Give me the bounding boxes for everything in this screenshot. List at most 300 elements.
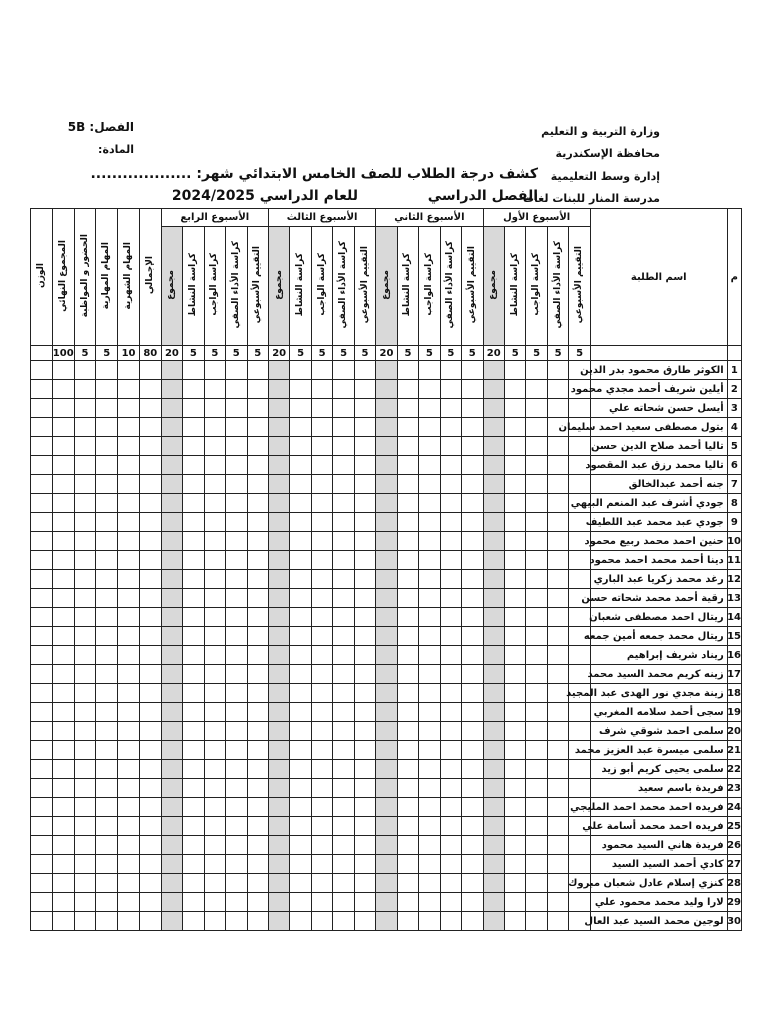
summary-grade-cell[interactable]	[118, 437, 140, 456]
grade-cell[interactable]	[226, 570, 247, 589]
grade-cell[interactable]	[483, 456, 504, 475]
grade-cell[interactable]	[311, 665, 332, 684]
grade-cell[interactable]	[440, 437, 461, 456]
grade-cell[interactable]	[504, 380, 525, 399]
grade-cell[interactable]	[376, 855, 397, 874]
grade-cell[interactable]	[376, 912, 397, 931]
grade-cell[interactable]	[526, 570, 547, 589]
grade-cell[interactable]	[311, 684, 332, 703]
grade-cell[interactable]	[354, 684, 375, 703]
summary-grade-cell[interactable]	[31, 570, 53, 589]
grade-cell[interactable]	[462, 361, 483, 380]
grade-cell[interactable]	[290, 513, 311, 532]
grade-cell[interactable]	[440, 380, 461, 399]
grade-cell[interactable]	[376, 380, 397, 399]
grade-cell[interactable]	[569, 836, 590, 855]
summary-grade-cell[interactable]	[118, 836, 140, 855]
grade-cell[interactable]	[333, 874, 354, 893]
summary-grade-cell[interactable]	[74, 494, 96, 513]
grade-cell[interactable]	[354, 646, 375, 665]
grade-cell[interactable]	[483, 893, 504, 912]
grade-cell[interactable]	[354, 380, 375, 399]
grade-cell[interactable]	[290, 836, 311, 855]
summary-grade-cell[interactable]	[31, 817, 53, 836]
grade-cell[interactable]	[354, 418, 375, 437]
summary-grade-cell[interactable]	[118, 722, 140, 741]
grade-cell[interactable]	[226, 418, 247, 437]
summary-grade-cell[interactable]	[118, 608, 140, 627]
grade-cell[interactable]	[183, 893, 204, 912]
grade-cell[interactable]	[376, 551, 397, 570]
summary-grade-cell[interactable]	[52, 741, 74, 760]
grade-cell[interactable]	[526, 456, 547, 475]
grade-cell[interactable]	[161, 893, 182, 912]
grade-cell[interactable]	[483, 665, 504, 684]
grade-cell[interactable]	[376, 684, 397, 703]
grade-cell[interactable]	[547, 646, 568, 665]
grade-cell[interactable]	[547, 570, 568, 589]
summary-grade-cell[interactable]	[31, 361, 53, 380]
grade-cell[interactable]	[397, 532, 418, 551]
grade-cell[interactable]	[483, 836, 504, 855]
grade-cell[interactable]	[504, 551, 525, 570]
grade-cell[interactable]	[419, 893, 440, 912]
grade-cell[interactable]	[183, 703, 204, 722]
grade-cell[interactable]	[483, 703, 504, 722]
grade-cell[interactable]	[226, 741, 247, 760]
grade-cell[interactable]	[268, 646, 289, 665]
grade-cell[interactable]	[290, 779, 311, 798]
grade-cell[interactable]	[397, 494, 418, 513]
grade-cell[interactable]	[504, 646, 525, 665]
summary-grade-cell[interactable]	[52, 703, 74, 722]
grade-cell[interactable]	[547, 798, 568, 817]
summary-grade-cell[interactable]	[74, 665, 96, 684]
summary-grade-cell[interactable]	[118, 855, 140, 874]
grade-cell[interactable]	[526, 855, 547, 874]
grade-cell[interactable]	[526, 494, 547, 513]
grade-cell[interactable]	[504, 665, 525, 684]
grade-cell[interactable]	[483, 912, 504, 931]
grade-cell[interactable]	[290, 494, 311, 513]
grade-cell[interactable]	[526, 836, 547, 855]
summary-grade-cell[interactable]	[74, 646, 96, 665]
summary-grade-cell[interactable]	[96, 399, 118, 418]
grade-cell[interactable]	[226, 893, 247, 912]
grade-cell[interactable]	[504, 570, 525, 589]
summary-grade-cell[interactable]	[139, 893, 161, 912]
grade-cell[interactable]	[440, 399, 461, 418]
grade-cell[interactable]	[462, 874, 483, 893]
grade-cell[interactable]	[333, 399, 354, 418]
grade-cell[interactable]	[290, 589, 311, 608]
grade-cell[interactable]	[226, 722, 247, 741]
grade-cell[interactable]	[247, 703, 268, 722]
grade-cell[interactable]	[504, 399, 525, 418]
grade-cell[interactable]	[311, 722, 332, 741]
grade-cell[interactable]	[526, 437, 547, 456]
grade-cell[interactable]	[247, 513, 268, 532]
grade-cell[interactable]	[462, 665, 483, 684]
summary-grade-cell[interactable]	[96, 627, 118, 646]
summary-grade-cell[interactable]	[31, 779, 53, 798]
grade-cell[interactable]	[376, 665, 397, 684]
grade-cell[interactable]	[397, 817, 418, 836]
grade-cell[interactable]	[290, 399, 311, 418]
summary-grade-cell[interactable]	[139, 437, 161, 456]
grade-cell[interactable]	[397, 551, 418, 570]
grade-cell[interactable]	[419, 380, 440, 399]
grade-cell[interactable]	[161, 779, 182, 798]
grade-cell[interactable]	[462, 399, 483, 418]
summary-grade-cell[interactable]	[96, 551, 118, 570]
grade-cell[interactable]	[204, 874, 225, 893]
summary-grade-cell[interactable]	[96, 475, 118, 494]
grade-cell[interactable]	[569, 475, 590, 494]
grade-cell[interactable]	[204, 513, 225, 532]
grade-cell[interactable]	[290, 418, 311, 437]
grade-cell[interactable]	[247, 722, 268, 741]
grade-cell[interactable]	[526, 475, 547, 494]
grade-cell[interactable]	[547, 665, 568, 684]
grade-cell[interactable]	[440, 703, 461, 722]
grade-cell[interactable]	[397, 893, 418, 912]
grade-cell[interactable]	[204, 475, 225, 494]
grade-cell[interactable]	[247, 855, 268, 874]
grade-cell[interactable]	[183, 551, 204, 570]
grade-cell[interactable]	[226, 646, 247, 665]
grade-cell[interactable]	[547, 589, 568, 608]
summary-grade-cell[interactable]	[139, 779, 161, 798]
grade-cell[interactable]	[204, 551, 225, 570]
grade-cell[interactable]	[268, 912, 289, 931]
grade-cell[interactable]	[161, 855, 182, 874]
grade-cell[interactable]	[526, 798, 547, 817]
grade-cell[interactable]	[204, 893, 225, 912]
grade-cell[interactable]	[161, 513, 182, 532]
grade-cell[interactable]	[376, 513, 397, 532]
grade-cell[interactable]	[440, 418, 461, 437]
summary-grade-cell[interactable]	[96, 456, 118, 475]
grade-cell[interactable]	[504, 798, 525, 817]
grade-cell[interactable]	[204, 380, 225, 399]
grade-cell[interactable]	[161, 608, 182, 627]
grade-cell[interactable]	[161, 532, 182, 551]
summary-grade-cell[interactable]	[118, 665, 140, 684]
grade-cell[interactable]	[290, 437, 311, 456]
grade-cell[interactable]	[440, 874, 461, 893]
summary-grade-cell[interactable]	[96, 608, 118, 627]
grade-cell[interactable]	[183, 456, 204, 475]
grade-cell[interactable]	[547, 494, 568, 513]
summary-grade-cell[interactable]	[52, 722, 74, 741]
grade-cell[interactable]	[247, 665, 268, 684]
grade-cell[interactable]	[376, 589, 397, 608]
summary-grade-cell[interactable]	[52, 684, 74, 703]
grade-cell[interactable]	[311, 646, 332, 665]
grade-cell[interactable]	[483, 855, 504, 874]
grade-cell[interactable]	[376, 456, 397, 475]
grade-cell[interactable]	[397, 779, 418, 798]
grade-cell[interactable]	[226, 513, 247, 532]
grade-cell[interactable]	[268, 855, 289, 874]
grade-cell[interactable]	[247, 817, 268, 836]
grade-cell[interactable]	[397, 703, 418, 722]
grade-cell[interactable]	[311, 893, 332, 912]
grade-cell[interactable]	[161, 380, 182, 399]
summary-grade-cell[interactable]	[139, 722, 161, 741]
grade-cell[interactable]	[547, 760, 568, 779]
grade-cell[interactable]	[247, 893, 268, 912]
grade-cell[interactable]	[569, 855, 590, 874]
grade-cell[interactable]	[290, 703, 311, 722]
grade-cell[interactable]	[440, 532, 461, 551]
grade-cell[interactable]	[333, 494, 354, 513]
grade-cell[interactable]	[376, 437, 397, 456]
grade-cell[interactable]	[547, 912, 568, 931]
grade-cell[interactable]	[547, 893, 568, 912]
grade-cell[interactable]	[226, 684, 247, 703]
grade-cell[interactable]	[397, 912, 418, 931]
grade-cell[interactable]	[547, 551, 568, 570]
grade-cell[interactable]	[483, 741, 504, 760]
grade-cell[interactable]	[226, 760, 247, 779]
grade-cell[interactable]	[547, 456, 568, 475]
grade-cell[interactable]	[526, 684, 547, 703]
summary-grade-cell[interactable]	[74, 912, 96, 931]
grade-cell[interactable]	[333, 418, 354, 437]
grade-cell[interactable]	[526, 912, 547, 931]
grade-cell[interactable]	[440, 494, 461, 513]
grade-cell[interactable]	[483, 513, 504, 532]
summary-grade-cell[interactable]	[74, 760, 96, 779]
grade-cell[interactable]	[547, 608, 568, 627]
grade-cell[interactable]	[161, 741, 182, 760]
grade-cell[interactable]	[311, 836, 332, 855]
grade-cell[interactable]	[311, 912, 332, 931]
summary-grade-cell[interactable]	[31, 836, 53, 855]
grade-cell[interactable]	[376, 627, 397, 646]
summary-grade-cell[interactable]	[118, 817, 140, 836]
grade-cell[interactable]	[462, 817, 483, 836]
grade-cell[interactable]	[419, 494, 440, 513]
grade-cell[interactable]	[354, 608, 375, 627]
grade-cell[interactable]	[397, 627, 418, 646]
grade-cell[interactable]	[419, 399, 440, 418]
summary-grade-cell[interactable]	[139, 570, 161, 589]
grade-cell[interactable]	[376, 741, 397, 760]
grade-cell[interactable]	[290, 855, 311, 874]
grade-cell[interactable]	[311, 475, 332, 494]
grade-cell[interactable]	[397, 874, 418, 893]
grade-cell[interactable]	[333, 608, 354, 627]
grade-cell[interactable]	[333, 779, 354, 798]
grade-cell[interactable]	[161, 836, 182, 855]
grade-cell[interactable]	[397, 741, 418, 760]
summary-grade-cell[interactable]	[74, 532, 96, 551]
grade-cell[interactable]	[268, 874, 289, 893]
grade-cell[interactable]	[247, 589, 268, 608]
grade-cell[interactable]	[569, 437, 590, 456]
grade-cell[interactable]	[376, 532, 397, 551]
summary-grade-cell[interactable]	[52, 893, 74, 912]
grade-cell[interactable]	[376, 418, 397, 437]
grade-cell[interactable]	[290, 361, 311, 380]
grade-cell[interactable]	[397, 798, 418, 817]
grade-cell[interactable]	[354, 589, 375, 608]
summary-grade-cell[interactable]	[139, 399, 161, 418]
grade-cell[interactable]	[290, 760, 311, 779]
summary-grade-cell[interactable]	[74, 741, 96, 760]
grade-cell[interactable]	[397, 760, 418, 779]
grade-cell[interactable]	[226, 836, 247, 855]
grade-cell[interactable]	[419, 741, 440, 760]
summary-grade-cell[interactable]	[74, 456, 96, 475]
grade-cell[interactable]	[462, 627, 483, 646]
grade-cell[interactable]	[268, 703, 289, 722]
grade-cell[interactable]	[483, 627, 504, 646]
grade-cell[interactable]	[226, 551, 247, 570]
grade-cell[interactable]	[226, 912, 247, 931]
grade-cell[interactable]	[419, 836, 440, 855]
summary-grade-cell[interactable]	[118, 532, 140, 551]
grade-cell[interactable]	[483, 589, 504, 608]
summary-grade-cell[interactable]	[96, 513, 118, 532]
summary-grade-cell[interactable]	[74, 684, 96, 703]
summary-grade-cell[interactable]	[118, 646, 140, 665]
summary-grade-cell[interactable]	[52, 836, 74, 855]
grade-cell[interactable]	[354, 912, 375, 931]
grade-cell[interactable]	[354, 361, 375, 380]
grade-cell[interactable]	[204, 798, 225, 817]
grade-cell[interactable]	[204, 361, 225, 380]
grade-cell[interactable]	[547, 817, 568, 836]
grade-cell[interactable]	[183, 646, 204, 665]
grade-cell[interactable]	[504, 513, 525, 532]
summary-grade-cell[interactable]	[118, 551, 140, 570]
grade-cell[interactable]	[290, 608, 311, 627]
grade-cell[interactable]	[419, 722, 440, 741]
grade-cell[interactable]	[183, 437, 204, 456]
grade-cell[interactable]	[504, 741, 525, 760]
grade-cell[interactable]	[526, 741, 547, 760]
grade-cell[interactable]	[161, 684, 182, 703]
grade-cell[interactable]	[183, 817, 204, 836]
grade-cell[interactable]	[376, 703, 397, 722]
summary-grade-cell[interactable]	[74, 836, 96, 855]
grade-cell[interactable]	[161, 551, 182, 570]
summary-grade-cell[interactable]	[31, 665, 53, 684]
grade-cell[interactable]	[397, 855, 418, 874]
grade-cell[interactable]	[183, 912, 204, 931]
grade-cell[interactable]	[290, 722, 311, 741]
summary-grade-cell[interactable]	[31, 703, 53, 722]
grade-cell[interactable]	[247, 475, 268, 494]
grade-cell[interactable]	[547, 399, 568, 418]
grade-cell[interactable]	[247, 874, 268, 893]
grade-cell[interactable]	[204, 703, 225, 722]
summary-grade-cell[interactable]	[118, 779, 140, 798]
summary-grade-cell[interactable]	[96, 437, 118, 456]
grade-cell[interactable]	[569, 551, 590, 570]
grade-cell[interactable]	[268, 380, 289, 399]
summary-grade-cell[interactable]	[74, 608, 96, 627]
grade-cell[interactable]	[247, 380, 268, 399]
grade-cell[interactable]	[504, 855, 525, 874]
grade-cell[interactable]	[290, 475, 311, 494]
grade-cell[interactable]	[354, 513, 375, 532]
grade-cell[interactable]	[483, 798, 504, 817]
grade-cell[interactable]	[333, 551, 354, 570]
grade-cell[interactable]	[226, 855, 247, 874]
grade-cell[interactable]	[183, 684, 204, 703]
grade-cell[interactable]	[419, 646, 440, 665]
grade-cell[interactable]	[311, 399, 332, 418]
grade-cell[interactable]	[440, 722, 461, 741]
grade-cell[interactable]	[440, 570, 461, 589]
grade-cell[interactable]	[247, 608, 268, 627]
grade-cell[interactable]	[226, 399, 247, 418]
summary-grade-cell[interactable]	[118, 570, 140, 589]
summary-grade-cell[interactable]	[96, 646, 118, 665]
grade-cell[interactable]	[204, 437, 225, 456]
grade-cell[interactable]	[397, 456, 418, 475]
grade-cell[interactable]	[161, 703, 182, 722]
grade-cell[interactable]	[504, 437, 525, 456]
summary-grade-cell[interactable]	[96, 570, 118, 589]
grade-cell[interactable]	[204, 608, 225, 627]
summary-grade-cell[interactable]	[96, 722, 118, 741]
grade-cell[interactable]	[247, 912, 268, 931]
grade-cell[interactable]	[419, 551, 440, 570]
summary-grade-cell[interactable]	[118, 494, 140, 513]
grade-cell[interactable]	[311, 418, 332, 437]
grade-cell[interactable]	[547, 836, 568, 855]
grade-cell[interactable]	[311, 703, 332, 722]
grade-cell[interactable]	[483, 779, 504, 798]
grade-cell[interactable]	[354, 722, 375, 741]
grade-cell[interactable]	[354, 798, 375, 817]
grade-cell[interactable]	[311, 513, 332, 532]
grade-cell[interactable]	[526, 532, 547, 551]
grade-cell[interactable]	[333, 361, 354, 380]
summary-grade-cell[interactable]	[31, 380, 53, 399]
grade-cell[interactable]	[569, 722, 590, 741]
summary-grade-cell[interactable]	[139, 608, 161, 627]
grade-cell[interactable]	[419, 627, 440, 646]
grade-cell[interactable]	[419, 684, 440, 703]
grade-cell[interactable]	[247, 760, 268, 779]
grade-cell[interactable]	[483, 475, 504, 494]
grade-cell[interactable]	[526, 399, 547, 418]
summary-grade-cell[interactable]	[139, 361, 161, 380]
grade-cell[interactable]	[183, 760, 204, 779]
summary-grade-cell[interactable]	[96, 760, 118, 779]
grade-cell[interactable]	[547, 532, 568, 551]
grade-cell[interactable]	[547, 380, 568, 399]
summary-grade-cell[interactable]	[139, 551, 161, 570]
grade-cell[interactable]	[440, 893, 461, 912]
summary-grade-cell[interactable]	[118, 741, 140, 760]
grade-cell[interactable]	[268, 684, 289, 703]
grade-cell[interactable]	[268, 608, 289, 627]
summary-grade-cell[interactable]	[74, 361, 96, 380]
summary-grade-cell[interactable]	[52, 361, 74, 380]
grade-cell[interactable]	[483, 608, 504, 627]
summary-grade-cell[interactable]	[139, 456, 161, 475]
grade-cell[interactable]	[247, 627, 268, 646]
grade-cell[interactable]	[462, 684, 483, 703]
